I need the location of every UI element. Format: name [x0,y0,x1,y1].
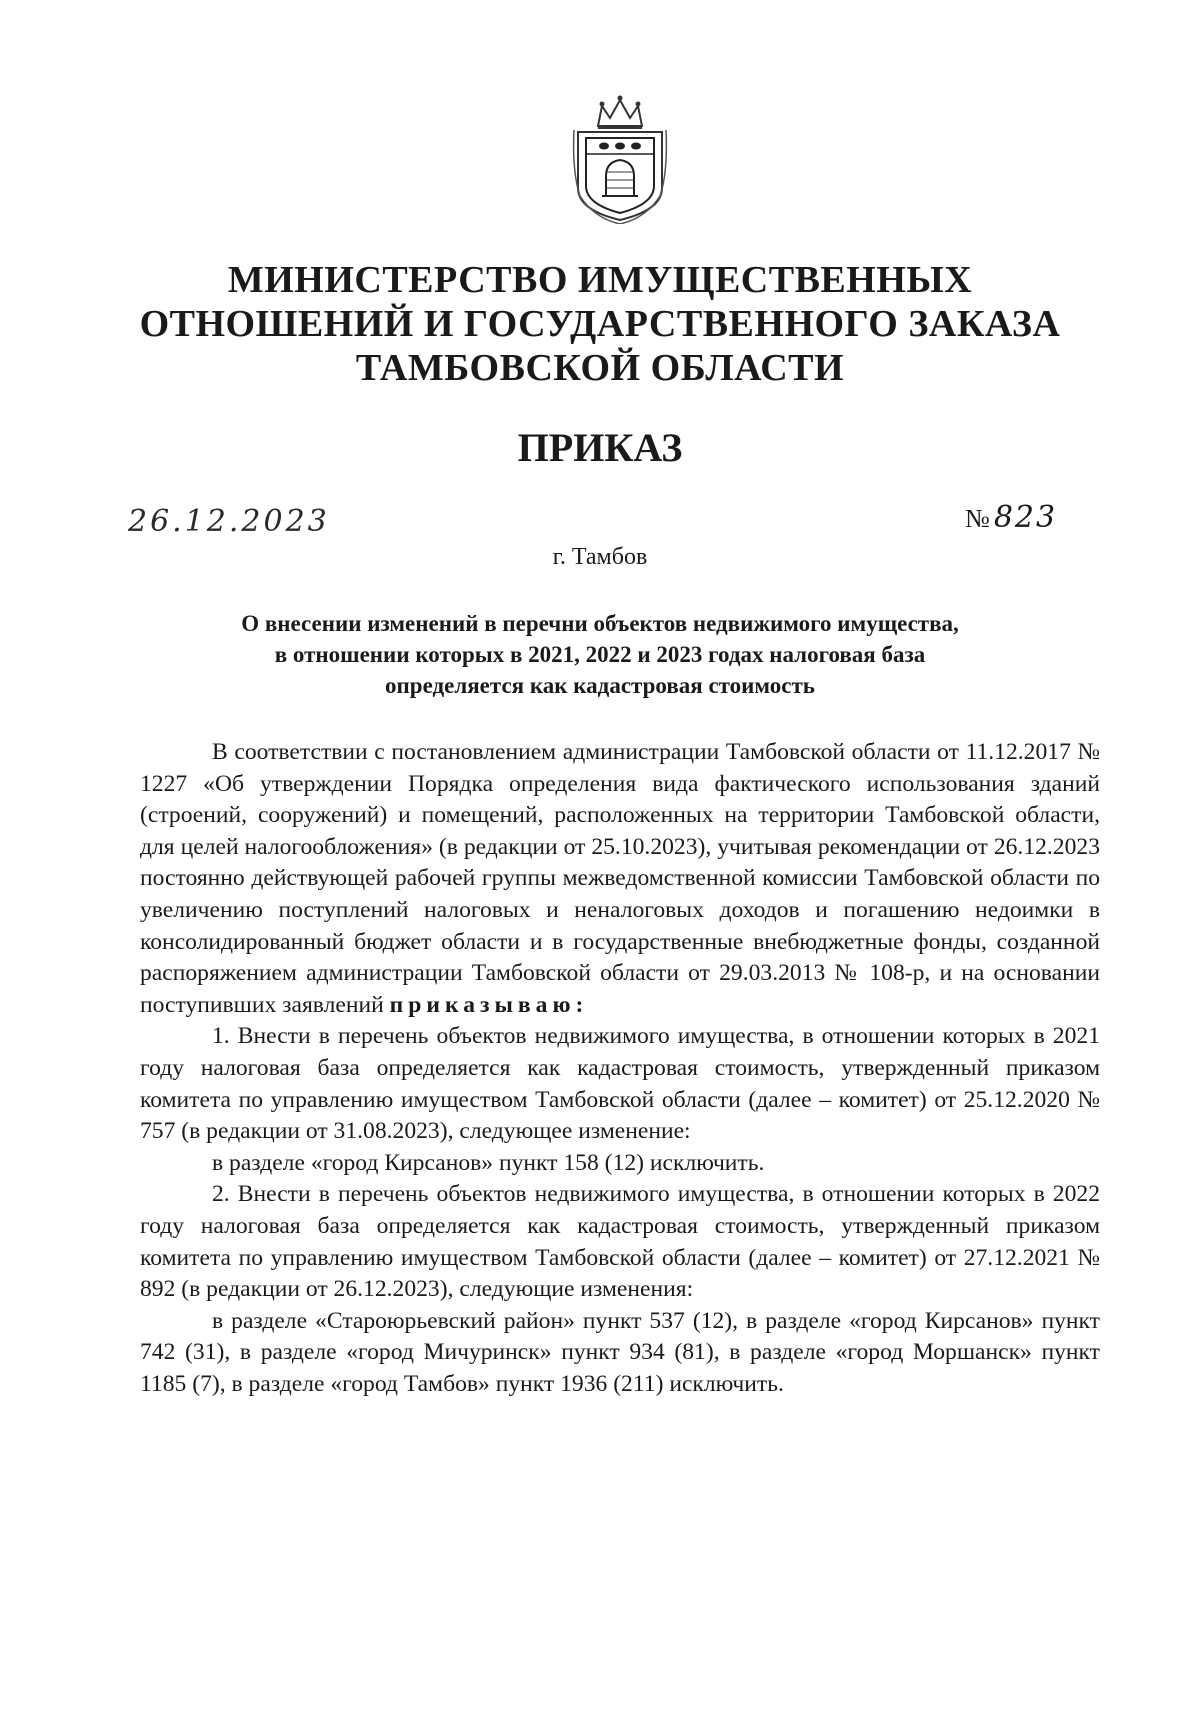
ministry-name-line: ТАМБОВСКОЙ ОБЛАСТИ [355,347,845,389]
preamble-paragraph [140,737,1100,1021]
preamble-text: В соответствии с постановлением администрации Тамбовской области от 11.12.2017 № 1227 «Об утверждении Порядка определения вида фактического использования зданий (строений, сооружений) и помещений, расположенных на территории Тамбовской области, для целей налогообложения» (в редакции от 25.10.2023), учитывая рекомендации от 26.12.2023 постоянно действующей рабочей группы межведомственной комиссии Тамбовской области по увеличению поступлений налоговых и неналоговых доходов и погашению недоимки в консолидированный бюджет области и в государственные внебюджетные фонды, созданной распоряжением администрации Тамбовской области от 29.03.2013 № 108-р, и на основании поступивших заявлений [140,739,1100,1018]
body-paragraph: в разделе «город Кирсанов» пункт 158 (12) исключить. [212,1149,765,1176]
order-date: 26.12.2023 [128,504,330,539]
ministry-name-line: ОТНОШЕНИЙ И ГОСУДАРСТВЕННОГО ЗАКАЗА [139,303,1061,345]
body-paragraph: 2. Внести в перечень объектов недвижимого имущества, в отношении которых в 2022 году налоговая база определяется как кадастровая стоимость, утвержденный приказом комитета по управлению имуществом Тамбовской области (далее – комитет) от 27.12.2021 № 892 (в редакции от 26.12.2023), следующие изменения: [140,1181,1100,1303]
ministry-name-line: МИНИСТЕРСТВО ИМУЩЕСТВЕННЫХ [227,259,973,301]
number-prefix: № [965,504,990,533]
order-subject [150,608,1050,701]
subject-line: О внесении изменений в перечни объектов недвижимого имущества, [241,611,959,636]
order-body [140,737,1100,1400]
subject-line: определяется как кадастровая стоимость [385,673,815,698]
order-word: приказываю: [389,991,589,1018]
city: г. Тамбов [552,544,648,570]
ministry-name [100,258,1100,390]
number-value: 823 [993,500,1058,535]
order-number [965,500,1057,535]
body-paragraph: в разделе «Староюрьевский район» пункт 537 (12), в разделе «город Кирсанов» пункт 742 (31), в разделе «город Мичуринск» пункт 934 (81), в разделе «город Моршанск» пункт 1185 (7), в разделе «город Тамбов» пункт 1936 (211) исключить. [140,1307,1100,1397]
document-type: ПРИКАЗ [517,425,683,470]
tambov-coat-of-arms-icon [570,92,670,224]
body-paragraph: 1. Внести в перечень объектов недвижимого имущества, в отношении которых в 2021 году налоговая база определяется как кадастровая стоимость, утвержденный приказом комитета по управлению имуществом Тамбовской области (далее – комитет) от 25.12.2020 № 757 (в редакции от 31.08.2023), следующее изменение: [140,1023,1100,1145]
subject-line: в отношении которых в 2021, 2022 и 2023 годах налоговая база [274,642,926,667]
